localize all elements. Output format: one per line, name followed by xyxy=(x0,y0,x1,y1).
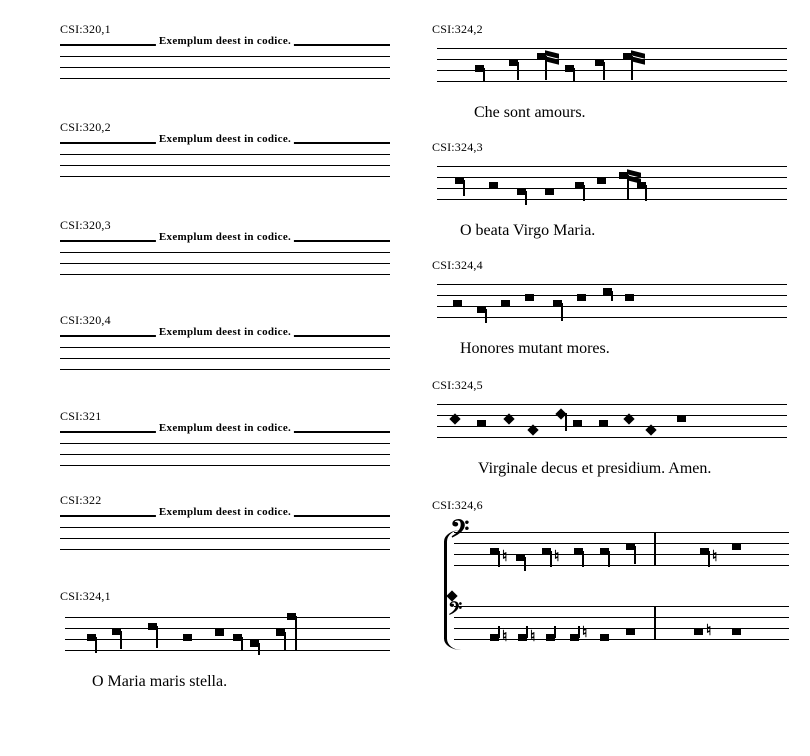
entry-csi-324-2 xyxy=(432,22,586,121)
note-stem xyxy=(241,637,243,651)
note-stem xyxy=(525,191,527,205)
note-stem xyxy=(258,643,260,655)
staff-line xyxy=(437,404,787,405)
staff-line xyxy=(60,369,390,370)
staff-line xyxy=(437,306,787,307)
note-stem xyxy=(517,62,519,80)
staff-lower xyxy=(448,598,789,650)
staff-line xyxy=(60,538,390,539)
note-head xyxy=(573,420,582,427)
note-stem xyxy=(485,309,487,323)
note-stem xyxy=(526,626,528,638)
entry-label: CSI:320,1 xyxy=(60,22,111,36)
note-stem xyxy=(120,631,122,649)
exemplum-deest-text: Exemplum deest in codice. xyxy=(156,133,294,145)
note-head xyxy=(625,294,634,301)
note-stem xyxy=(554,626,556,638)
staff-line xyxy=(60,252,390,253)
staff-line xyxy=(65,650,390,651)
staff-line xyxy=(60,56,390,57)
entry-caption: O Maria maris stella. xyxy=(92,673,228,690)
exemplum-deest-text: Exemplum deest in codice. xyxy=(156,35,294,47)
note-stem xyxy=(608,551,610,567)
exemplum-deest-text: Exemplum deest in codice. xyxy=(156,422,294,434)
entry-label: CSI:320,2 xyxy=(60,120,111,134)
note-head xyxy=(600,634,609,641)
note-stem xyxy=(573,68,575,82)
entry-label: CSI:322 xyxy=(60,493,102,507)
entry-csi-320-3 xyxy=(60,218,292,243)
staff-line xyxy=(437,415,787,416)
staff xyxy=(60,35,390,88)
staff-line xyxy=(437,437,787,438)
entry-label: CSI:324,5 xyxy=(432,378,483,392)
staff xyxy=(60,506,390,559)
staff-line xyxy=(60,465,390,466)
note-stem xyxy=(550,551,552,567)
entry-csi-324-5 xyxy=(432,378,712,477)
staff-line xyxy=(60,527,390,528)
staff-line xyxy=(437,70,787,71)
staff-line xyxy=(454,532,789,533)
note-head xyxy=(453,300,462,307)
c-clef-icon: 𝄢 xyxy=(448,598,463,623)
staff-line xyxy=(437,284,787,285)
entry-label: CSI:324,4 xyxy=(432,258,483,272)
note-stem xyxy=(634,546,636,564)
note-stem xyxy=(708,551,710,567)
entry-label: CSI:324,6 xyxy=(432,498,483,512)
staff xyxy=(60,231,390,284)
note-stem xyxy=(483,68,485,82)
staff-line xyxy=(437,426,787,427)
staff xyxy=(60,326,390,379)
entry-csi-324-1 xyxy=(60,589,228,690)
note-stem xyxy=(578,626,580,638)
note-head xyxy=(599,420,608,427)
staff-line xyxy=(60,263,390,264)
staff-line xyxy=(60,78,390,79)
note-head xyxy=(597,177,606,184)
note-stem xyxy=(463,180,465,196)
staff-line xyxy=(60,358,390,359)
note-head xyxy=(732,628,741,635)
entry-csi-324-6 xyxy=(432,498,718,645)
staff-line xyxy=(437,81,787,82)
exemplum-deest-text: Exemplum deest in codice. xyxy=(156,506,294,518)
staff-line xyxy=(60,165,390,166)
note-stem xyxy=(565,413,567,431)
staff-line xyxy=(65,639,390,640)
note-stem xyxy=(582,551,584,567)
note-stem xyxy=(561,303,563,321)
barline xyxy=(654,606,656,639)
note-head xyxy=(626,628,635,635)
note-head xyxy=(477,420,486,427)
entry-caption: O beata Virgo Maria. xyxy=(460,222,596,239)
barline xyxy=(654,532,656,565)
note-head xyxy=(545,188,554,195)
note-stem xyxy=(156,626,158,648)
staff-line xyxy=(437,59,787,60)
entry-csi-324-4 xyxy=(432,258,610,357)
right-column xyxy=(410,0,810,756)
staff-line xyxy=(437,48,787,49)
entry-label: CSI:321 xyxy=(60,409,102,423)
entry-label: CSI:324,2 xyxy=(432,22,483,36)
note-head xyxy=(501,300,510,307)
entry-caption: Che sont amours. xyxy=(474,104,586,121)
staff xyxy=(437,404,787,448)
entry-csi-320-1 xyxy=(60,22,292,47)
note-stem xyxy=(284,632,286,650)
staff-line xyxy=(60,274,390,275)
staff-line xyxy=(60,67,390,68)
accidental-natural-icon: ♮ xyxy=(706,623,712,639)
note-head xyxy=(183,634,192,641)
staff-line xyxy=(437,317,787,318)
entry-csi-320-2 xyxy=(60,120,292,145)
staff xyxy=(60,133,390,186)
staff-line xyxy=(437,177,787,178)
entry-caption: Virginale decus et presidium. Amen. xyxy=(478,460,712,477)
entry-label: CSI:324,3 xyxy=(432,140,483,154)
staff-upper xyxy=(450,516,789,576)
staff-line xyxy=(60,454,390,455)
staff-line xyxy=(437,166,787,167)
note-stem xyxy=(645,185,647,201)
accidental-natural-icon: ♮ xyxy=(554,549,560,565)
accidental-natural-icon: ♮ xyxy=(582,625,588,641)
note-head xyxy=(489,182,498,189)
note-stem xyxy=(498,626,500,638)
staff-line xyxy=(60,154,390,155)
staff-line xyxy=(65,617,390,618)
staff-line xyxy=(437,199,787,200)
staff xyxy=(60,422,390,475)
entry-label: CSI:324,1 xyxy=(60,589,111,603)
entry-caption: Honores mutant mores. xyxy=(460,340,610,357)
note-stem xyxy=(611,291,613,301)
exemplum-deest-text: Exemplum deest in codice. xyxy=(156,231,294,243)
staff-line xyxy=(454,565,789,566)
entry-csi-321 xyxy=(60,409,292,434)
accidental-natural-icon: ♮ xyxy=(530,629,536,645)
note-stem xyxy=(603,62,605,80)
note-stem xyxy=(95,637,97,653)
note-stem xyxy=(498,551,500,567)
entry-csi-324-3 xyxy=(432,140,596,239)
staff-line xyxy=(60,347,390,348)
staff-line xyxy=(60,549,390,550)
note-head xyxy=(525,294,534,301)
staff-line xyxy=(60,443,390,444)
note-head xyxy=(677,415,686,422)
staff xyxy=(65,617,390,661)
c-clef-icon: 𝄢 xyxy=(450,516,470,549)
staff xyxy=(437,48,787,92)
accidental-natural-icon: ♮ xyxy=(502,549,508,565)
note-stem xyxy=(524,557,526,571)
staff-line xyxy=(454,606,789,607)
staff xyxy=(437,284,787,328)
accidental-natural-icon: ♮ xyxy=(502,629,508,645)
note-head xyxy=(694,628,703,635)
staff-line xyxy=(454,617,789,618)
staff-line xyxy=(60,176,390,177)
staff xyxy=(437,166,787,210)
entry-csi-322 xyxy=(60,493,292,518)
note-head xyxy=(215,629,224,636)
note-head xyxy=(577,294,586,301)
accidental-natural-icon: ♮ xyxy=(712,549,718,565)
note-stem xyxy=(583,185,585,201)
entry-label: CSI:320,4 xyxy=(60,313,111,327)
entry-label: CSI:320,3 xyxy=(60,218,111,232)
exemplum-deest-text: Exemplum deest in codice. xyxy=(156,326,294,338)
note-head xyxy=(732,543,741,550)
entry-csi-320-4 xyxy=(60,313,292,338)
note-stem xyxy=(295,616,297,650)
